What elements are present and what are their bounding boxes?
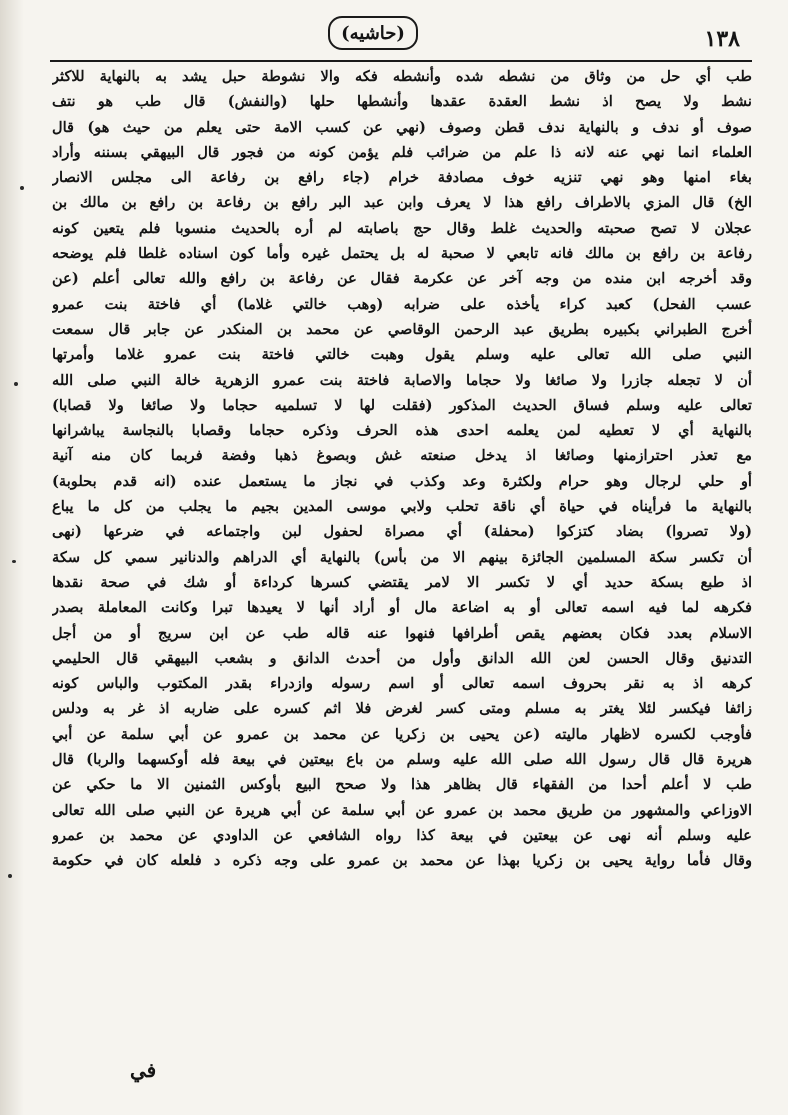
text-line: طب أي حل من وثاق من نشطه شده وأنشطه فكه والا نشوطة حبل يشد به بالنهاية للاكثر <box>52 68 752 85</box>
text-line: تعالى عليه وسلم فساق الحديث المذكور (فقلت لها لا تسلميه حجاما ولا صائغا ولا قصابا) <box>52 396 752 414</box>
text-line: رفاعة بن رافع بن مالك فانه تابعي لا صحبة له بل يحتمل غيره وأما كون اسناده غلطا فلم يوضحه <box>52 245 752 263</box>
text-line: عجلان لا تصح صحبته والحديث غلط وقال حج باصابته لم أره بالحديث منسوبا فلم يتعين كونه <box>52 219 752 237</box>
text-line: (ولا تصروا) بضاد كتزكوا (محفلة) أي مصراة لحفول لبن واجتماعه في ضرعها (نهى <box>52 523 752 541</box>
text-line: بالنهاية أي لا تعطيه لمن يعلمه احدى هذه الحرف وذكره حجاما وقصابا بالنجاسة يباشرانها <box>52 422 752 440</box>
text-line: عليه وسلم أنه نهى عن بيعتين في بيعة كذا رواه الشافعي عن الداودي عن محمد بن عمرو <box>52 826 752 844</box>
text-line: بالنهاية ما فرأيناه في حياة أي ناقة تحلب ولابي موسى المدين بجيم ما يجلب من كل ما يباع <box>52 498 752 516</box>
text-line: فكرهه لما فيه اسمه تعالى أو به اضاعة مال أو أراد أنها لا يعيدها تبرا وكانت المعاملة بصدر <box>52 599 752 617</box>
text-line: بغاء امنها وهو نهي تنزيه خوف مصادفة خرام (جاء رافع بن رفاعة الى مجلس الانصار <box>52 169 752 187</box>
text-line: النبي صلى الله تعالى عليه وسلم يقول وهبت خالتي فاختة بنت عمرو غلاما وأمرتها <box>52 346 752 364</box>
text-line: وقد أخرجه ابن منده من وجه آخر عن عكرمة فقال عن رفاعة بن رافع والله تعالى أعلم (عن <box>52 270 752 288</box>
page-title: (حاشيه) <box>328 16 418 50</box>
text-line: وقال فأما رواية يحيى بن زكريا بهذا عن محمد بن عمرو على وجه ذكره د فلعله كان في حكومة <box>52 852 752 870</box>
text-line: العلماء انما نهي عنه لانه ذا علم من ضرائب فلم يؤمن كونه من فجور قال البيهقي بسننه وأراد <box>52 143 752 161</box>
text-line: زائفا فيكسر لئلا يغتر به مسلم ومتى كسر لغرض فلا اثم كسره على ضاربه اذ غر به ودلس <box>52 700 752 718</box>
text-line: كرهه اذ به نقر بحروف اسمه تعالى أو اسم رسوله وازدراء بقدر المكتوب والباس كونه <box>52 675 752 693</box>
text-line: نشط ولا يصح اذ نشط العقدة عقدها وأنشطها حلها (والنفش) قال طب هو نتف <box>52 93 752 111</box>
text-line: الخ) قال المزي بالاطراف رافع هذا لا يعرف وابن عبد البر رافع بن رفاعة بن رافع بن مالك بن <box>52 194 752 212</box>
text-line: الاسلام بعدد فكان بعضهم يقص أطرافها فنهوا عنه قاله طب عن ابن سريج أو من أجل <box>52 624 752 642</box>
text-line: اذ طبع بسكة حديد أي لا تكسر الا لامر يقتضي كسرها كرداءة أو شك في صحة نقدها <box>52 573 752 591</box>
text-line: التدنيق وقال الحسن لعن الله الدانق وأول من أحدث الدانق و بشعب البيهقي قال الحليمي <box>52 649 752 667</box>
page-header <box>0 10 788 58</box>
header-rule <box>50 60 752 62</box>
scan-speck <box>14 382 18 386</box>
text-line: أو حلي لرجال وهو حرام ولكثرة وعد وكذب في نجاز ما يستعمل عنده (انه قدم بحلوبة) <box>52 472 752 490</box>
page-number: ١٣٨ <box>704 26 740 52</box>
scan-speck <box>8 874 12 878</box>
text-line: أخرج الطبراني بكبيره بطريق عبد الرحمن الوقاصي عن محمد بن المنكدر عن جابر قال سمعت <box>52 320 752 338</box>
commentary-text-block <box>52 64 752 874</box>
scan-speck <box>12 560 16 563</box>
text-line: صوف أو ندف و بالنهاية ندف قطن وصوف (نهي عن كسب الامة حتى يعلم من حيث هو) قال <box>52 118 752 136</box>
scan-speck <box>20 186 24 190</box>
text-line: الاوزاعي والمشهور من طريق محمد بن عمرو عن أبي سلمة عن أبي هريرة عن النبي صلى الله تعالى <box>52 801 752 819</box>
text-line: فأوجب لكسره لاظهار ماليته (عن يحيى بن زكريا عن محمد بن عمرو عن أبي سلمة عن أبي <box>52 725 752 743</box>
text-line: طب لا أعلم أحدا من الفقهاء قال بظاهر هذا ولا صحح البيع بأوكس الثمنين الا ما حكي عن <box>52 776 752 794</box>
text-line: أن لا تجعله جازرا ولا صائغا ولا حجاما والاصابة فاختة بنت عمرو الزهرية خالة النبي صلى الله <box>52 371 752 389</box>
text-line: مع تعذر احترازمنها وصائغا اذ يدخل صنعته غش وبصوغ ذهبا وفضة فربما كان منه آنية <box>52 447 752 465</box>
text-line: عسب الفحل) كعبد كراء يأخذه على ضرابه (وهب خالتي غلاما) أي فاختة بنت عمرو <box>52 295 752 313</box>
text-line: هريرة قال قال رسول الله صلى الله عليه وسلم من باع بيعتين في بيعة فله أوكسهما والربا) قال <box>52 751 752 769</box>
scan-shadow-edge <box>0 0 24 1115</box>
catchword: في <box>130 1058 157 1082</box>
text-line: أن تكسر سكة المسلمين الجائزة بينهم الا من بأس) بالنهاية أي الدراهم والدنانير سمي كل سكة <box>52 548 752 566</box>
